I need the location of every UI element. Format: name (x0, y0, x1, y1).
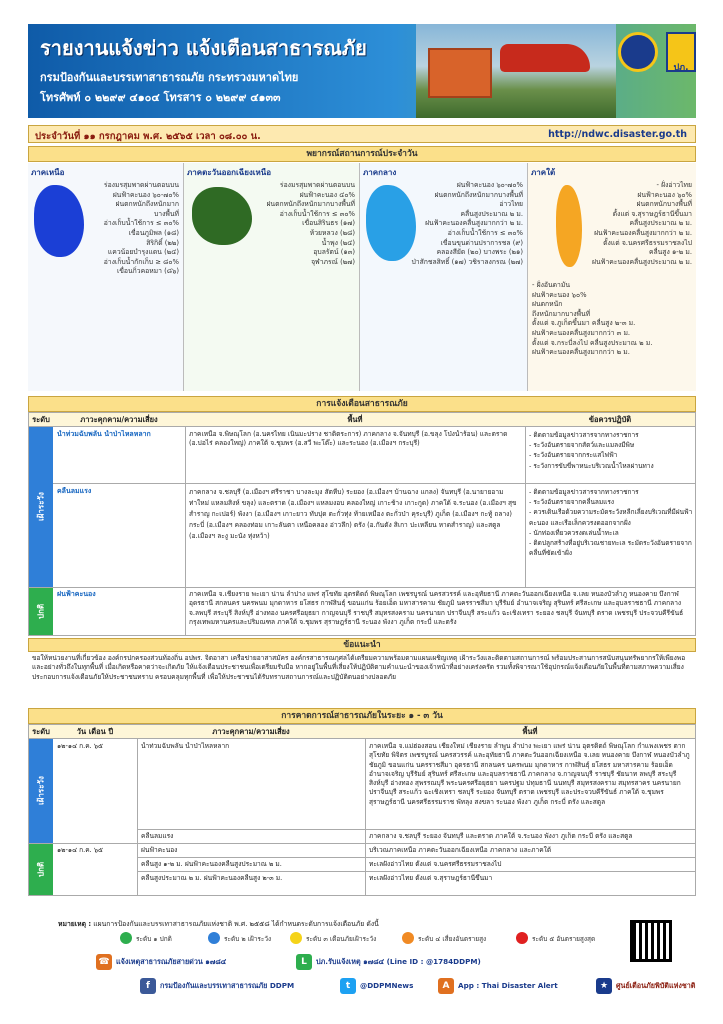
prediction-hazard: ฝนฟ้าคะนอง (141, 846, 178, 854)
warning-area: ภาคเหนือ จ.เชียงราย พะเยา น่าน ลำปาง แพร่ สุโขทัย อุตรดิตถ์ พิษณุโลก เพชรบูรณ์ นครสวรรค์ และอุทัยธานี ภาคตะวันออกเฉียงเหนือ จ.เลย หนองบัวลำภู หนองคาย บึงกาฬ อุดรธานี สกลนคร นครพนม มุกดาหาร ยโสธร กาฬสินธุ์ ขอนแก่น ร้อยเอ็ด มหาสารคาม ชัยภูมิ นครราชสีมา บุรีรัมย์ อำนาจเจริญ สุรินทร์ ศรีสะเกษ และอุบลราชธานี ภาคกลาง จ.ลพบุรี สระบุรี สิงห์บุรี อ่างทอง นครศรีอยุธยา กาญจนบุรี ราชบุรี สมุทรสงคราม นครนายก ปราจีนบุรี สระแก้ว ฉะเชิงเทรา ระยอง ชลบุรี จันทบุรี ตราด เพชรบุรี ประจวบคีรีขันธ์ กรุงเทพมหานครและปริมณฑล ภาคใต้ จ.ชุมพร สุราษฎร์ธานี ระนอง พังงา ภูเก็ต กระบี่ และตรัง (189, 590, 684, 626)
region-name: ภาคตะวันออกเฉียงเหนือ (187, 168, 272, 177)
qr-code-icon[interactable] (630, 920, 672, 962)
level-label: ระดับ ๔ เสี่ยงอันตรายสูง (418, 935, 487, 943)
forecast-line: ตั้งแต่ จ.ภูเก็ตขึ้นมา คลื่นสูง ๒-๓ ม. (532, 319, 636, 328)
warning-table (28, 412, 696, 636)
app-icon: A (438, 978, 454, 994)
prediction-area: ทะเลฝั่งอ่าวไทย ตั้งแต่ จ.สุราษฎร์ธานีขึ้นมา (369, 874, 493, 882)
forecast-line: ห้วยหลวง (๒๘) (309, 228, 355, 237)
report-header (28, 24, 696, 118)
north-lines (104, 181, 179, 277)
region-name: ภาคเหนือ (31, 168, 65, 177)
forecast-line: จุฬาภรณ์ (๒๗) (311, 257, 355, 266)
advice-heading: ข้อแนะนำ (28, 638, 696, 652)
forecast-line: คลื่นสูงประมาณ ๒ ม. (460, 209, 523, 218)
forecast-line: ฝนฟ้าคะนอง ๖๐% (532, 290, 587, 299)
prediction-area: ทะเลฝั่งอ่าวไทย ตั้งแต่ จ.นครศรีธรรมราชลงไป (369, 860, 502, 868)
report-date: ประจำวันที่ ๑๑ กรกฎาคม พ.ศ. ๒๕๖๕ เวลา ๐๘.๐๐ น. (35, 131, 261, 142)
note-text: แผนการป้องกันและบรรเทาสาธารณภัยแห่งชาติ พ.ศ. ๒๕๕๘ ได้กำหนดระดับการแจ้งเตือนภัย ดังนี้ (93, 920, 379, 928)
helicopter-image (500, 44, 590, 72)
prediction-heading: การคาดการณ์สาธารณภัยในระยะ ๑ - ๓ วัน (28, 708, 696, 724)
app-text[interactable]: App : Thai Disaster Alert (458, 981, 558, 990)
forecast-line: อ่างเก็บน้ำใช้การ ≤ ๓๐% (447, 228, 523, 237)
level-dot-icon (208, 932, 220, 944)
warning-area: ภาคกลาง จ.ชลบุรี (อ.เมืองฯ ศรีราชา บางละมุง สัตหีบ) ระยอง (อ.เมืองฯ บ้านฉาง แกลง) จันทบุรี (อ.นายายอาม ท่าใหม่ แหลมสิงห์ ขลุง) และตราด (อ.เมืองฯ แหลมงอบ คลองใหญ่ เกาะช้าง เกาะกูด) ภาคใต้ จ.ระนอง (อ.เมืองฯ สุขสำราญ กะเปอร์) พังงา (อ.เมืองฯ เกาะยาว ทับปุด ตะกั่วทุ่ง ท้ายเหมือง ตะกั่วป่า คุระบุรี) ภูเก็ต (อ.เมืองฯ กะทู้ ถลาง) กระบี่ (อ.เมืองฯ คลองท่อม เกาะลันตา เหนือคลอง อ่าวลึก) ตรัง (อ.กันตัง สิเกา ปะเหลียน หาดสำราญ) และสตูล (อ.เมืองฯ ละงู มะนัง ทุ่งหว้า) (189, 488, 517, 540)
twitter-text[interactable]: @DDPMNews (360, 981, 414, 990)
forecast-line: ฝนฟ้าคะนอง ๖๐-๗๐% (112, 190, 179, 199)
level-dot-icon (516, 932, 528, 944)
forecast-line: อ่างเก็บน้ำใช้การ ≤ ๓๐% (103, 219, 179, 228)
level-label: ระดับ ๒ เฝ้าระวัง (224, 935, 272, 943)
note-label: หมายเหตุ : (58, 920, 92, 928)
level-label: ระดับ ๑ ปกติ (136, 935, 172, 943)
line-icon: L (296, 954, 312, 970)
prediction-hazard: คลื่นลมแรง (141, 832, 174, 840)
col-hazard: ภาวะคุกคาม/ความเสี่ยง (53, 413, 185, 427)
forecast-line: เขื่อนกิ่วคอหมา (๘๖) (116, 267, 179, 276)
forecast-line: อ่างเก็บน้ำใช้การ ≤ ๓๐% (279, 209, 355, 218)
contact-info: โทรศัพท์ ๐ ๒๒๙๙ ๔๑๐๔ โทรสาร ๐ ๒๒๙๙ ๔๑๓๓ (40, 91, 281, 104)
forecast-line: - ระวังอันตรายจากสัตว์และแมลงมีพิษ (529, 441, 635, 450)
forecast-line: ร่องมรสุมพาดผ่านตอนบน (103, 181, 179, 189)
col-actions: ข้อควรปฏิบัติ (525, 413, 695, 427)
forecast-line: ฝนฟ้าคะนองคลื่นสูงมากกว่า ๒ ม. (532, 348, 630, 357)
prediction-date: ๑๒-๑๔ ก.ค. ๖๕ (57, 742, 104, 750)
col-level: ระดับ (29, 725, 53, 739)
forecast-line: ฝนฟ้าคะนอง ๖๐-๗๐% (456, 181, 523, 189)
twitter-icon: t (340, 978, 356, 994)
forecast-line: ร่องมรสุมพาดผ่านตอนบน (279, 181, 355, 189)
forecast-line: ฝนฟ้าคะนอง ๔๐% (299, 190, 355, 199)
forecast-line: - นักท่องเที่ยวควรงดเล่นน้ำทะเล (529, 528, 619, 537)
central-lines (411, 181, 523, 267)
forecast-line: - ควรเดินเรือด้วยความระมัดระวังหลีกเลี่ยงบริเวณที่มีฝนฟ้าคะนอง และเรือเล็กควรงดออกจากฝั่ง (529, 508, 693, 527)
level-dot-icon (402, 932, 414, 944)
forecast-line: ฝนฟ้าคะนอง ๖๐% (637, 190, 692, 199)
hotline-icon: ☎ (96, 954, 112, 970)
forecast-line: คลื่นสูงประมาณ ๒ ม. (629, 219, 692, 228)
hotline-text: แจ้งเหตุสาธารณภัยสายด่วน ๑๗๘๔ (116, 957, 227, 966)
col-date: วัน เดือน ปี (53, 725, 137, 739)
forecast-line: ถึงหนักมากบางพื้นที่ (532, 309, 591, 318)
south-lines (592, 181, 692, 267)
forecast-line: ฝนฟ้าคะนองคลื่นสูงมากกว่า ๒ ม. (594, 228, 692, 237)
agency-name: กรมป้องกันและบรรเทาสาธารณภัย กระทรวงมหาดไทย (40, 71, 299, 84)
warning-area: ภาคเหนือ จ.พิษณุโลก (อ.นครไทย เนินมะปราง ชาติตระการ) ภาคกลาง จ.จันทบุรี (อ.ขลุง โป่งน้ำร้อน) และตราด (อ.บ่อไร่ คลองใหญ่) ภาคใต้ จ.ชุมพร (อ.สวี พะโต๊ะ) และระนอง (อ.เมืองฯ กระบุรี) (189, 430, 508, 448)
forecast-line: ฝนฟ้าคะนองคลื่นสูงมากกว่า ๒ ม. (425, 219, 523, 228)
website-link[interactable]: http://ndwc.disaster.go.th (548, 129, 687, 140)
warning-heading: การแจ้งเตือนสาธารณภัย (28, 396, 696, 412)
region-south (528, 163, 696, 391)
region-name: ภาคกลาง (363, 168, 397, 177)
forecast-line: น้ำพุง (๒๔) (321, 238, 355, 247)
forecast-line: ฝนตกหนักถึงหนักมากบางพื้นที่ (434, 190, 523, 199)
forecast-section (28, 163, 696, 391)
col-level: ระดับ (29, 413, 53, 427)
forecast-line: ฝนตกหนักถึงหนักมาก (115, 200, 179, 209)
forecast-line: - ฝั่งอันดามัน (532, 281, 571, 289)
line-text: ปภ.รับแจ้งเหตุ ๑๗๘๔ (Line ID : @1784DDPM) (316, 957, 481, 966)
facebook-text[interactable]: กรมป้องกันและบรรเทาสาธารณภัย DDPM (160, 981, 295, 990)
forecast-heading: พยากรณ์สถานการณ์ประจำวัน (28, 146, 696, 162)
advice-text: ขอให้หน่วยงานที่เกี่ยวข้อง องค์กรปกครองส่วนท้องถิ่น อปพร. จิตอาสา เครือข่ายอาสาสมัคร องค์กรสาธารณกุศลได้เตรียมความพร้อมตามแผนเผชิญเหตุ เฝ้าระวังและติดตามสถานการณ์ พร้อมประสานการสนับสนุนทรัพยากรให้เพียงพอและอย่างทั่วถึงในทุกพื้นที่ เมื่อเกิดหรือคาดว่าจะเกิดภัย ให้แจ้งเตือนประชาชนเพื่อเตรียมรับมือ หากอยู่ในพื้นที่เสี่ยงให้ปฏิบัติตามคำแนะนำของเจ้าหน้าที่อย่างเคร่งครัด รวมทั้งพิจารณาใช้อุปกรณ์แจ้งเตือนภัยในพื้นที่ตามสภาพความเสี่ยง ประกอบการแจ้งเตือนภัยให้ประชาชนทราบ ครอบคลุมทุกพื้นที่ เพื่อให้ประชาชนได้รับทราบสถานการณ์และปฏิบัติตนอย่างปลอดภัย (32, 654, 686, 681)
warning-hazard: คลื่นลมแรง (57, 487, 92, 495)
level-normal-label: ปกติ (29, 587, 53, 635)
forecast-line: ตั้งแต่ จ.สุราษฎร์ธานีขึ้นมา (612, 209, 692, 218)
prediction-hazard: น้ำท่วมฉับพลัน น้ำป่าไหลหลาก (141, 742, 230, 750)
date-bar (28, 125, 696, 143)
center-text: ศูนย์เตือนภัยพิบัติแห่งชาติ (616, 981, 696, 990)
forecast-line: ฝนตกหนักบางพื้นที่ (636, 200, 692, 209)
forecast-line: คลื่นสูง ๑-๒ ม. (648, 248, 692, 257)
level-normal-label: ปกติ (29, 843, 53, 895)
north-map (34, 185, 84, 257)
forecast-line: สิริกิติ์ (๒๒) (146, 238, 179, 247)
advice-section (28, 651, 696, 701)
forecast-line: ป่าสักชลสิทธิ์ (๑๗) วชิราลงกรณ (๒๗) (411, 257, 523, 266)
warning-actions (529, 487, 693, 558)
forecast-line: เขื่อนขุนด่านปราการชล (๙) (440, 238, 523, 247)
forecast-line: อ่างเก็บน้ำกักเก็บ ≥ ๘๐% (103, 257, 179, 266)
prediction-date: ๑๒-๑๔ ก.ค. ๖๕ (57, 846, 104, 854)
ministry-seal-icon (618, 32, 658, 72)
forecast-line: - ติดตามข้อมูลข่าวสารจากทางราชการ (529, 488, 639, 496)
forecast-line: แควน้อยบำรุงแดน (๒๔) (107, 248, 179, 257)
level-dot-icon (290, 932, 302, 944)
forecast-line: ฝนตกหนักถึงหนักมากบางพื้นที่ (266, 200, 355, 209)
region-north (28, 163, 184, 391)
prediction-area: ภาคเหนือ จ.แม่ฮ่องสอน เชียงใหม่ เชียงราย ลำพูน ลำปาง พะเยา แพร่ น่าน อุตรดิตถ์ พิษณุโลก กำแพงเพชร ตาก สุโขทัย พิจิตร เพชรบูรณ์ นครสวรรค์ และอุทัยธานี ภาคตะวันออกเฉียงเหนือ จ.เลย หนองคาย บึงกาฬ หนองบัวลำภู ชัยภูมิ ขอนแก่น นครราชสีมา อุดรธานี สกลนคร นครพนม มุกดาหาร กาฬสินธุ์ ยโสธร มหาสารคาม ร้อยเอ็ด อำนาจเจริญ บุรีรัมย์ สุรินทร์ ศรีสะเกษ และอุบลราชธานี ภาคกลาง จ.กาญจนบุรี ราชบุรี ชัยนาท ลพบุรี สระบุรี สิงห์บุรี อ่างทอง สุพรรณบุรี พระนครศรีอยุธยา นครปฐม ปทุมธานี นนทบุรี สมุทรสงคราม สมุทรสาคร นครนายก ปราจีนบุรี สระแก้ว ฉะเชิงเทรา ชลบุรี ระยอง จันทบุรี ตราด เพชรบุรี และประจวบคีรีขันธ์ ภาคใต้ จ.ชุมพร สุราษฎร์ธานี นครศรีธรรมราช พัทลุง สงขลา ระนอง พังงา ภูเก็ต กระบี่ ตรัง และสตูล (369, 742, 690, 806)
facebook-icon: f (140, 978, 156, 994)
level-dot-icon (120, 932, 132, 944)
forecast-line: - ระวังการขับขี่พาหนะบริเวณน้ำไหลผ่านทาง (529, 461, 654, 470)
forecast-line: บางพื้นที่ (153, 209, 179, 218)
forecast-line: เขื่อนสิรินธร (๑๗) (302, 219, 355, 228)
forecast-line: ตั้งแต่ จ.นครศรีธรรมราชลงไป (603, 238, 692, 247)
ndwc-logo-icon: ★ (596, 978, 612, 994)
prediction-area: บริเวณภาคเหนือ ภาคตะวันออกเฉียงเหนือ ภาคกลาง และภาคใต้ (369, 846, 552, 854)
ddpm-logo-icon (666, 32, 696, 72)
forecast-line: ฝนฟ้าคะนองคลื่นสูงประมาณ ๒ ม. (592, 257, 692, 266)
region-central (360, 163, 528, 391)
warning-actions (529, 430, 693, 471)
region-name: ภาคใต้ (531, 168, 556, 177)
forecast-line: - ติดปลูกสร้างที่อยู่บริเวณชายทะเล ระมัดระวังอันตรายจากคลื่นที่ซัดเข้าฝั่ง (529, 539, 692, 558)
logo-text: ปภ. (673, 63, 689, 73)
northeast-map (192, 187, 252, 245)
warning-hazard: ฝนฟ้าคะนอง (57, 590, 96, 598)
forecast-line: - ระวังอันตรายจากคลื่นลมแรง (529, 498, 615, 507)
prediction-table (28, 724, 696, 896)
forecast-line: อุบลรัตน์ (๑๓) (313, 248, 355, 257)
forecast-line: เขื่อนภูมิพล (๑๘) (128, 228, 179, 237)
level-watch-label: เฝ้าระวัง (29, 739, 53, 843)
region-northeast (184, 163, 360, 391)
level-label: ระดับ ๓ เตือนภัยเฝ้าระวัง (306, 935, 377, 943)
prediction-hazard: คลื่นสูง ๑-๒ ม. ฝนฟ้าคะนองคลื่นสูงประมาณ ๒ ม. (141, 860, 282, 868)
level-watch-label: เฝ้าระวัง (29, 427, 53, 587)
report-title: รายงานแจ้งข่าว แจ้งเตือนสาธารณภัย (40, 36, 367, 60)
forecast-line: - ฝั่งอ่าวไทย (656, 181, 692, 189)
south-map (556, 185, 582, 267)
col-area: พื้นที่ (365, 725, 695, 739)
fire-truck-image (428, 48, 492, 98)
warning-hazard: น้ำท่วมฉับพลัน น้ำป่าไหลหลาก (57, 430, 151, 438)
forecast-line: อ่าวไทย (499, 200, 523, 209)
col-area: พื้นที่ (185, 413, 525, 427)
forecast-line: - ระวังอันตรายจากกระแสไฟฟ้า (529, 451, 618, 460)
forecast-line: ตั้งแต่ จ.กระบี่ลงไป คลื่นสูงประมาณ ๒ ม. (532, 338, 653, 347)
northeast-lines (266, 181, 355, 267)
prediction-hazard: คลื่นสูงประมาณ ๒ ม. ฝนฟ้าคะนองคลื่นสูง ๒-๓ ม. (141, 874, 283, 882)
prediction-area: ภาคกลาง จ.ชลบุรี ระยอง จันทบุรี และตราด ภาคใต้ จ.ระนอง พังงา ภูเก็ต กระบี่ ตรัง และสตูล (369, 832, 633, 840)
forecast-line: คลองสียัด (๒๐) บางพระ (๒๑) (436, 248, 523, 257)
col-hazard: ภาวะคุกคาม/ความเสี่ยง (137, 725, 365, 739)
legend-footer (28, 916, 696, 1006)
forecast-line: ฝนตกหนัก (532, 300, 563, 309)
south-andaman-lines (532, 281, 652, 358)
level-label: ระดับ ๕ อันตรายสูงสุด (532, 935, 596, 943)
forecast-line: - ติดตามข้อมูลข่าวสารจากทางราชการ (529, 431, 639, 439)
central-map (366, 185, 416, 261)
forecast-line: ฝนฟ้าคะนองคลื่นสูงมากกว่า ๓ ม. (532, 328, 631, 337)
